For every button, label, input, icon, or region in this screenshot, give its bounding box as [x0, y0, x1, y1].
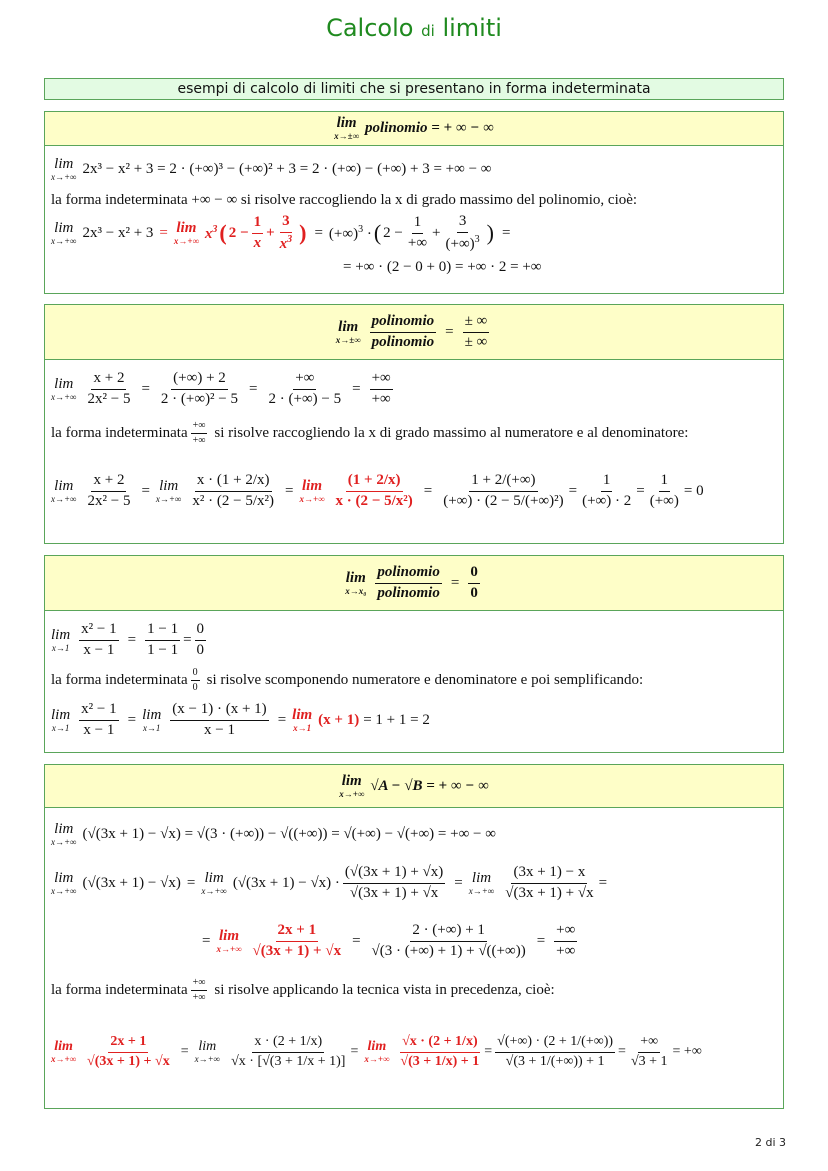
formula-line: = +∞ · (2 − 0 + 0) = +∞ · 2 = +∞ — [343, 258, 542, 275]
section-header: lim x→±∞ $\frac{\text{polinomio}}{\text{polinomio}}$ = $\frac{\pm \infty}{\pm \infty}$ — [45, 305, 783, 360]
formula-line: lim x→+∞ $\frac{x + 2}{\text{2x² − 5}}$ = lim x→+∞ $\frac{x \cdot (1 + 2/x)}{\text{x² · (2 − 5/x²)}}$ = lim x→+∞ $\frac{(1 + 2/x)}{\text{x · (2 − 5/x²)}}$ = $\frac{1 + 2/(+\infty)}{\text{(+∞) · (2 − 5/(+∞)²)}}$ = $\frac{1}{(+\infty) \cdot 2}$ = $\frac{1}{(+\infty)}$ = 0 — [51, 472, 704, 509]
section-body — [45, 808, 783, 1100]
title-word: limiti — [442, 14, 502, 42]
formula-line: lim x→+∞ (√(3x + 1) − √x) = √(3 · (+∞)) − √((+∞)) = √(+∞) − √(+∞) = +∞ − ∞ — [51, 820, 496, 847]
section-header: lim x→+∞ √A − √B = + ∞ − ∞ — [45, 765, 783, 808]
section-polynomial-inf-minus-inf — [44, 111, 784, 294]
section-header: lim x→x₀ $\frac{\text{polinomio}}{\text{polinomio}}$ = $\frac{0}{0}$ — [45, 556, 783, 611]
formula-line: lim x→+∞ $\frac{2x + 1}{√(3x + 1) + √x}$ = lim x→+∞ $\frac{x \cdot (2 + 1/x)}{√x \cdot [√(3 + 1/x + 1)]}$ = lim x→+∞ $\frac{√x \cdot (2 + 1/x)}{√(3 + 1/x) + 1}$ = $\frac{√(+\infty) \cdot (2 + 1/(+\infty))}{√(3 + 1/(+\infty)) + 1}$ = $\frac{+\infty}{√3 + 1}$ = +∞ — [51, 1034, 702, 1069]
section-polynomial-ratio-inf — [44, 304, 784, 544]
lim-symbol: lim x→±∞ — [335, 318, 361, 345]
header-expression: polinomio = + ∞ − ∞ — [365, 120, 494, 136]
title-word: Calcolo — [326, 14, 414, 42]
formula-line: lim x→+∞ (√(3x + 1) − √x) = lim x→+∞ (√(3x + 1) − √x) · $\frac{(√(3x + 1) + √x)}{√(3x + 1) + √x}$ = lim x→+∞ $\frac{(3x + 1) - x}{√(3x + 1) + √x}$ = — [51, 864, 608, 901]
formula-line: lim x→+∞ 2x³ − x² + 3 = lim x→+∞ $x^3$ ( 2 − $\frac{1}{x}$ + $\frac{3}{x^3}$ ) = (+∞)$^3$ · ( 2 − $\frac{1}{+\infty}$ + $\frac{3}{(+\infty)^3}$ ) = — [51, 213, 511, 252]
section-polynomial-ratio-zero — [44, 555, 784, 753]
page-title — [0, 14, 828, 42]
explanation-text: la forma indeterminata $\frac{+\infty}{+\infty}$ si risolve raccogliendo la x di grado massimo al numeratore e al denominatore: — [51, 420, 689, 446]
explanation-text: la forma indeterminata $\frac{+\infty}{+\infty}$ si risolve applicando la tecnica vista in precedenza, cioè: — [51, 977, 555, 1003]
page-number: 2 di 3 — [754, 1136, 786, 1149]
section-body — [45, 360, 783, 534]
explanation-text: la forma indeterminata +∞ − ∞ si risolve raccogliendo la x di grado massimo del polinomio, cioè: — [51, 191, 638, 208]
section-header — [45, 112, 783, 146]
lim-symbol: lim x→±∞ — [334, 115, 359, 141]
formula-line — [51, 152, 777, 186]
formula-line: lim x→+∞ $\frac{x + 2}{\text{2x² − 5}}$ = $\frac{(+\infty) + 2}{\text{2 · (+∞)² − 5}}$ = $\frac{+\infty}{2 \cdot (+\infty) - 5}$ = $\frac{+\infty}{+\infty}$ — [51, 370, 391, 407]
formula-expression: 2x³ − x² + 3 — [82, 224, 154, 241]
lim-symbol: lim x→+∞ — [173, 219, 199, 246]
section-body — [45, 146, 783, 288]
formula-line: = lim x→+∞ $\frac{2x + 1}{√(3x + 1) + √x}$ = $\frac{2 \cdot (+\infty) + 1}{√(3 \cdot (+\infty) + 1) + √((+\infty))}$ = $\frac{+\infty}{+\infty}$ — [202, 922, 576, 959]
formula-line: lim x→1 $\frac{\text{x² − 1}}{x - 1}$ = $\frac{1 - 1}{1 - 1}$ = $\frac{0}{0}$ — [51, 621, 205, 658]
lim-symbol: lim x→+∞ — [51, 155, 77, 182]
subtitle-banner: esempi di calcolo di limiti che si presentano in forma indeterminata — [44, 78, 784, 100]
section-sqrt-difference — [44, 764, 784, 1109]
formula-line: lim x→1 $\frac{\text{x² − 1}}{x - 1}$ = lim x→1 $\frac{(x - 1) \cdot (x + 1)}{x - 1}$ = lim x→1 (x + 1) = 1 + 1 = 2 — [51, 701, 430, 738]
lim-symbol: lim x→+∞ — [51, 219, 77, 246]
section-body — [45, 611, 783, 749]
formula-expression: 2x³ − x² + 3 = 2 · (+∞)³ − (+∞)² + 3 = 2 · (+∞) − (+∞) + 3 = +∞ − ∞ — [82, 160, 492, 177]
title-word: di — [421, 22, 435, 40]
explanation-text: la forma indeterminata $\frac{0}{0}$ si risolve scomponendo numeratore e denominatore e poi semplificando: — [51, 667, 644, 693]
